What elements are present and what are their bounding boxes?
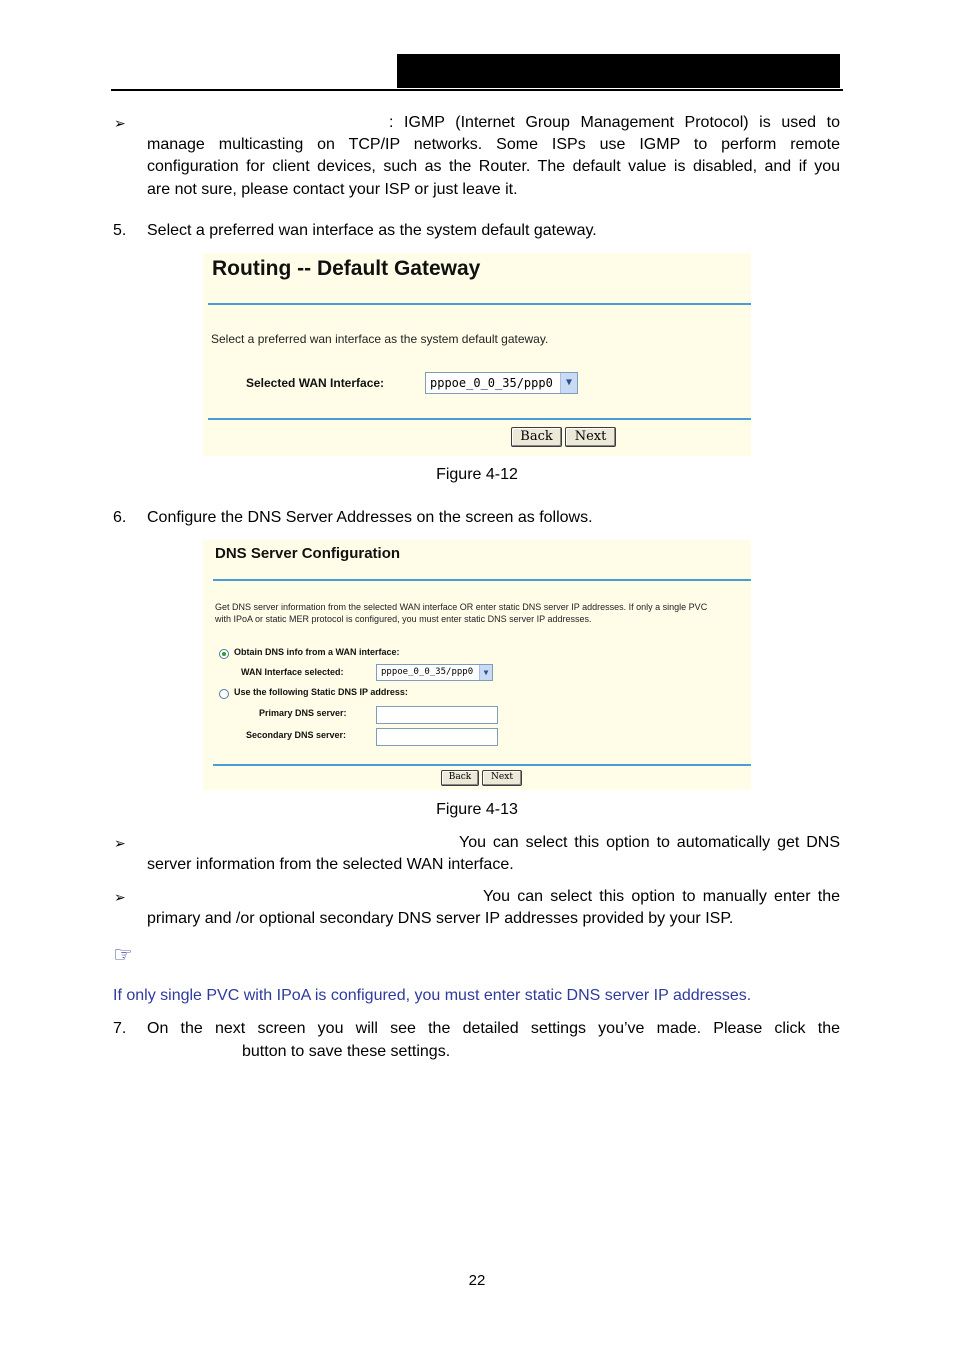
primary-dns-label: Primary DNS server: [259,708,347,718]
step6-text: Configure the DNS Server Addresses on the screen as follows. [147,509,593,526]
figure-4-12-caption: Figure 4-12 [436,466,518,483]
static-dns-radio[interactable] [219,689,229,699]
obtain-bullet-line2: server information from the selected WAN interface. [147,856,514,873]
figure-4-13-caption: Figure 4-13 [436,801,518,818]
pointing-hand-icon: ☞ [113,942,133,967]
note-text: If only single PVC with IPoA is configured, you must enter static DNS server IP addresses. [113,987,752,1004]
static-dns-label: Use the following Static DNS IP address: [234,687,408,697]
chevron-down-icon[interactable]: ▼ [560,373,577,393]
igmp-paragraph-line3: configuration for client devices, such as the Router. The default value is disabled, and if you [147,158,840,175]
dns-server-configuration-panel [203,540,751,790]
bullet-icon: ➢ [114,835,126,851]
primary-dns-input[interactable] [376,706,498,724]
routing-panel-top-rule [208,303,751,305]
igmp-paragraph-line4: are not sure, please contact your ISP or just leave it. [147,181,518,198]
back-button[interactable]: Back [511,427,562,447]
dns-panel-bottom-rule [213,764,751,766]
selected-wan-interface-label: Selected WAN Interface: [246,376,385,390]
igmp-paragraph-line2: manage multicasting on TCP/IP networks. Some ISPs use IGMP to perform remote [147,136,840,153]
static-bullet-line2: primary and /or optional secondary DNS server IP addresses provided by your ISP. [147,910,734,927]
dns-panel-description-line1: Get DNS server information from the selected WAN interface OR enter static DNS server IP addresses. If only a single PVC [215,602,708,612]
routing-panel-bottom-rule [208,418,751,420]
page-number: 22 [468,1272,486,1289]
dns-panel-title: DNS Server Configuration [215,545,401,562]
routing-default-gateway-panel [203,253,751,456]
secondary-dns-input[interactable] [376,728,498,746]
static-bullet-line1: You can select this option to manually enter the [483,888,840,905]
obtain-bullet-line1: You can select this option to automatically get DNS [459,834,840,851]
routing-panel-description: Select a preferred wan interface as the system default gateway. [211,332,549,346]
step5-text: Select a preferred wan interface as the system default gateway. [147,222,597,239]
routing-panel-title: Routing -- Default Gateway [212,257,481,280]
step6-number: 6. [113,509,127,526]
chevron-down-icon[interactable]: ▼ [479,665,492,680]
selected-wan-interface-value: pppoe_0_0_35/ppp0 [430,376,553,390]
header-bar [397,54,840,88]
obtain-dns-radio[interactable] [219,649,229,659]
dns-panel-top-rule [213,579,751,581]
wan-interface-selected-value: pppoe_0_0_35/ppp0 [381,667,474,677]
selected-wan-interface-select[interactable] [425,372,578,394]
dns-panel-description-line2: with IPoA or static MER protocol is configured, you must enter static DNS server IP addresses. [215,614,592,624]
step7-line2: button to save these settings. [242,1043,451,1060]
wan-interface-selected-select[interactable] [376,664,493,681]
step5-number: 5. [113,222,127,239]
next-button[interactable]: Next [482,770,522,786]
next-button[interactable]: Next [565,427,616,447]
obtain-dns-label: Obtain DNS info from a WAN interface: [234,647,400,657]
step7-number: 7. [113,1020,127,1037]
secondary-dns-label: Secondary DNS server: [246,730,347,740]
bullet-icon: ➢ [114,889,126,905]
back-button[interactable]: Back [441,770,479,786]
step7-line1: On the next screen you will see the detailed settings you’ve made. Please click the [147,1020,840,1037]
header-rule [111,89,843,91]
bullet-icon: ➢ [114,115,126,131]
wan-interface-selected-label: WAN Interface selected: [241,667,344,677]
igmp-paragraph-line1: : IGMP (Internet Group Management Protocol) is used to [389,114,840,131]
